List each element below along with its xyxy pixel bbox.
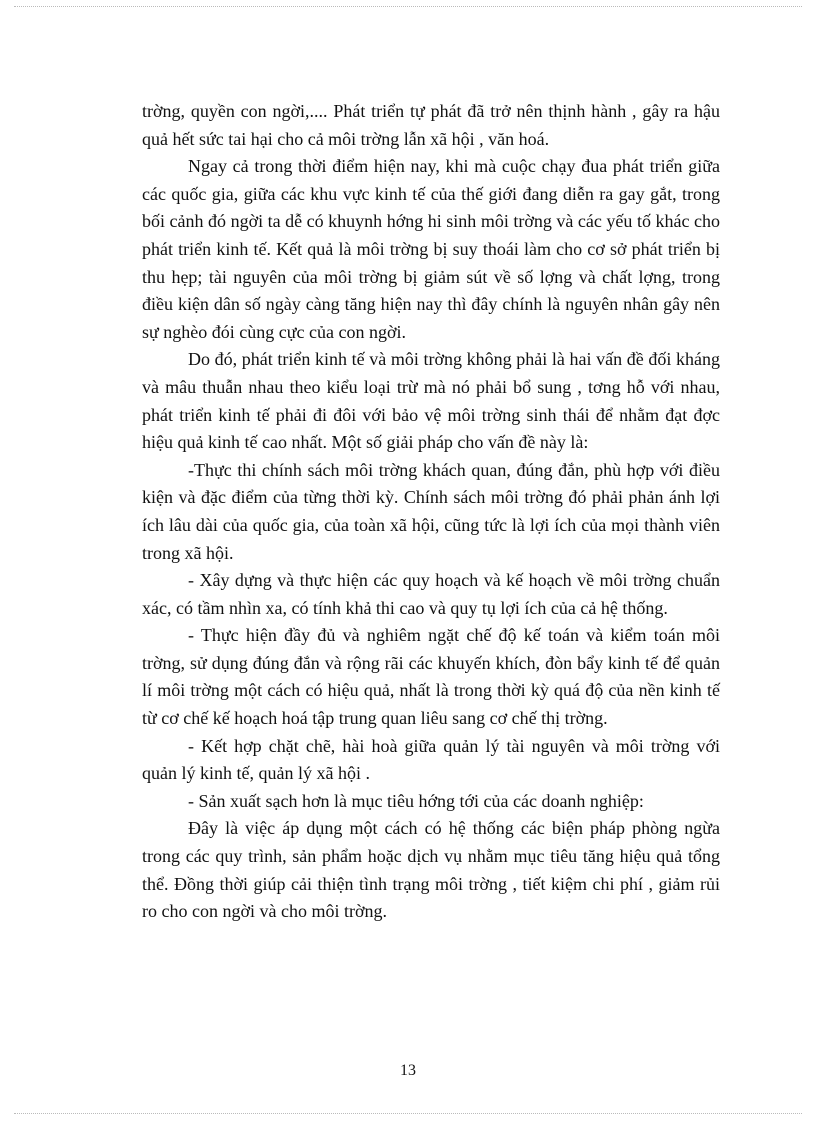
page-bottom-border [14,1113,802,1114]
paragraph: Ngay cả trong thời điểm hiện nay, khi mà cuộc chạy đua phát triển giữa các quốc gia, giữa các khu vực kinh tế của thế giới đang diễn ra gay gắt, trong bối cảnh đó ngời ta dễ có khuynh hớng hi sinh môi trờng và các yếu tố khác cho phát triển kinh tế. Kết quả là môi trờng bị suy thoái làm cho cơ sở phát triển bị thu hẹp; tài nguyên của môi trờng bị giảm sút về số lợng và chất lợng, trong điều kiện dân số ngày càng tăng hiện nay thì đây chính là nguyên nhân gây nên sự nghèo đói cùng cực của con ngời. [142,156,720,342]
paragraph: - Kết hợp chặt chẽ, hài hoà giữa quản lý tài nguyên và môi trờng với quản lý kinh tế, quản lý xã hội . [142,735,720,784]
page-number: 13 [400,1062,416,1079]
paragraph: - Xây dựng và thực hiện các quy hoạch và kế hoạch về môi trờng chuẩn xác, có tầm nhìn xa, có tính khả thi cao và quy tụ lợi ích của cả hệ thống. [142,570,720,618]
body-text [142,98,720,926]
paragraph: - Thực hiện đầy đủ và nghiêm ngặt chế độ kế toán và kiểm toán môi trờng, sử dụng đúng đắn và rộng rãi các khuyến khích, đòn bẩy kinh tế để quản lí môi trờng một cách có hiệu quả, nhất là trong thời kỳ quá độ của nền kinh tế từ cơ chế kế hoạch hoá tập trung quan liêu sang cơ chế thị trờng. [142,625,720,729]
paragraph: -Thực thi chính sách môi trờng khách quan, đúng đắn, phù hợp với điều kiện và đặc điểm của từng thời kỳ. Chính sách môi trờng đó phải phản ánh lợi ích lâu dài của quốc gia, của toàn xã hội, cũng tức là lợi ích của mọi thành viên trong xã hội. [142,459,720,563]
paragraph: - Sản xuất sạch hơn là mục tiêu hớng tới của các doanh nghiệp: [188,790,644,811]
paragraph: trờng, quyền con ngời,.... Phát triển tự phát đã trở nên thịnh hành , gây ra hậu quả hết sức tai hại cho cả môi trờng lẫn xã hội , văn hoá. [142,101,720,149]
page-top-border [14,6,802,7]
paragraph: Do đó, phát triển kinh tế và môi trờng không phải là hai vấn đề đối kháng và mâu thuẫn nhau theo kiểu loại trừ mà nó phải bổ sung , tơng hỗ với nhau, phát triển kinh tế phải đi đôi với bảo vệ môi trờng sinh thái để nhằm đạt đợc hiệu quả kinh tế cao nhất. Một số giải pháp cho vấn đề này là: [142,349,720,453]
paragraph: Đây là việc áp dụng một cách có hệ thống các biện pháp phòng ngừa trong các quy trình, sản phẩm hoặc dịch vụ nhằm mục tiêu tăng hiệu quả tổng thể. Đồng thời giúp cải thiện tình trạng môi trờng , tiết kiệm chi phí , giảm rủi ro cho con ngời và cho môi trờng. [142,818,720,922]
